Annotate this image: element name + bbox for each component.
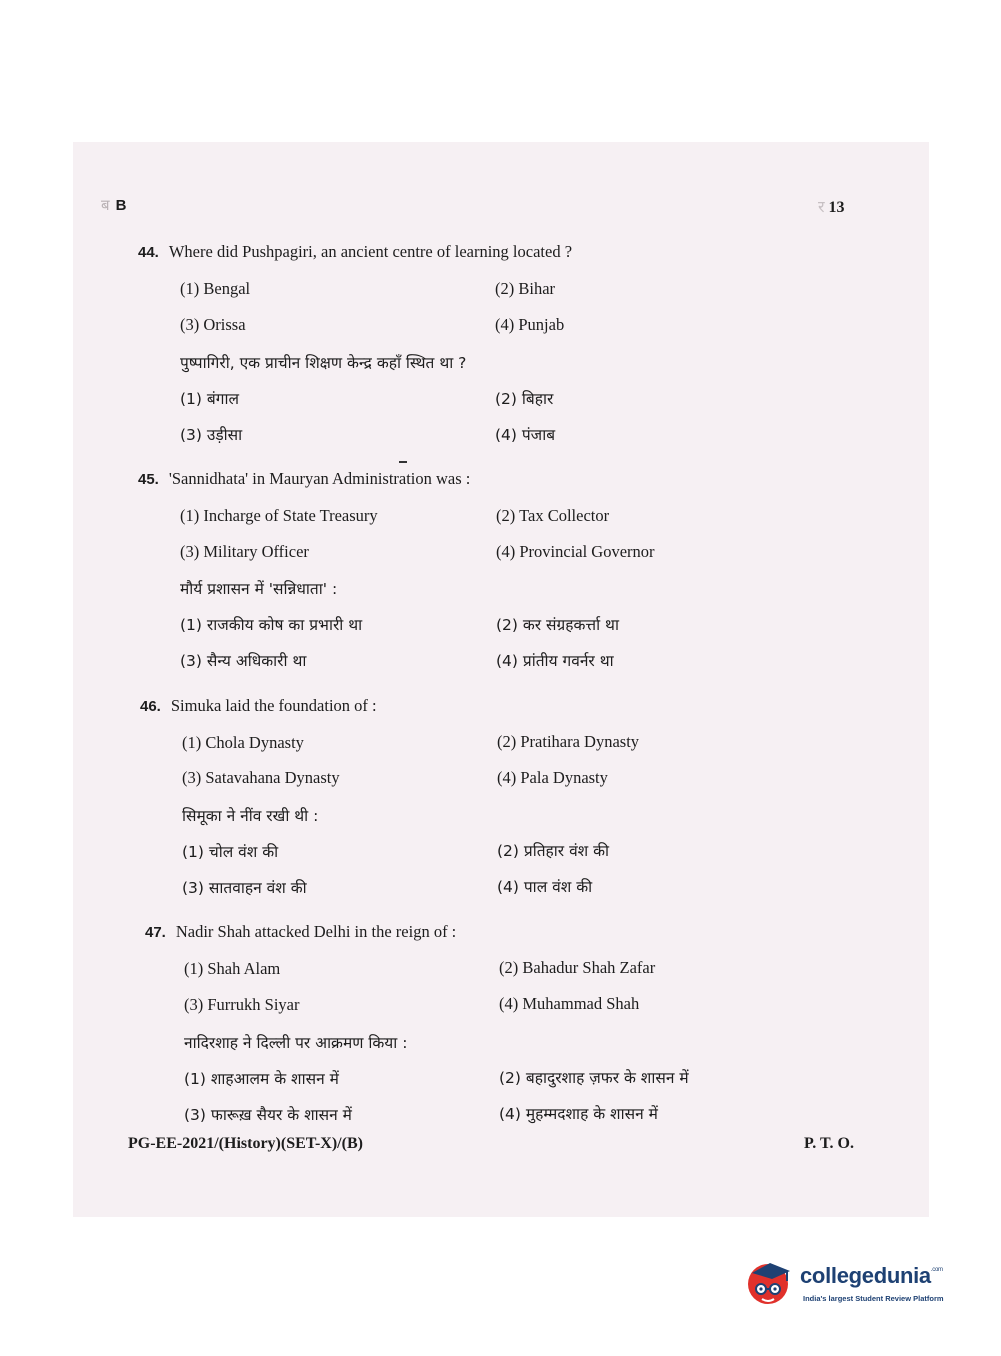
option-1: (1) Chola Dynasty (182, 733, 304, 752)
please-turn-over: P. T. O. (804, 1135, 854, 1152)
option-3: (3) Orissa (180, 315, 246, 334)
question-number: 45. (138, 471, 159, 488)
option-2-hi: (2) बिहार (495, 390, 554, 408)
collegedunia-logo (744, 1255, 974, 1315)
option-1: (1) Bengal (180, 279, 251, 298)
question-text-en: Nadir Shah attacked Delhi in the reign of : (175, 922, 457, 941)
logo-tagline: India's largest Student Review Platform (803, 1294, 944, 1303)
question-45 (138, 469, 470, 489)
question-number: 44. (138, 244, 159, 261)
option-3-hi: (3) फारूख़ सैयर के शासन में (184, 1106, 352, 1124)
option-4-hi: (4) पंजाब (495, 426, 556, 444)
page-number-value: 13 (828, 199, 845, 216)
option-1: (1) Incharge of State Treasury (180, 506, 378, 525)
question-46 (140, 696, 377, 716)
question-text-en: 'Sannidhata' in Mauryan Administration was : (168, 469, 471, 488)
option-1-hi: (1) चोल वंश की (182, 843, 279, 861)
question-text-hi: मौर्य प्रशासन में 'सन्निधाता' : (180, 580, 338, 598)
option-2: (2) Bahadur Shah Zafar (499, 958, 656, 977)
page-prefix: र (818, 199, 825, 216)
set-prefix: ब (101, 196, 110, 214)
question-text-en: Simuka laid the foundation of : (170, 696, 377, 715)
option-2-hi: (2) प्रतिहार वंश की (497, 842, 610, 860)
option-3: (3) Furrukh Siyar (184, 995, 300, 1014)
option-1-hi: (1) राजकीय कोष का प्रभारी था (180, 616, 363, 634)
option-2: (2) Tax Collector (496, 506, 610, 525)
question-text-en: Where did Pushpagiri, an ancient centre of learning located ? (168, 242, 573, 261)
option-4: (4) Pala Dynasty (497, 768, 608, 787)
option-2: (2) Pratihara Dynasty (497, 732, 640, 751)
option-1-hi: (1) शाहआलम के शासन में (184, 1070, 339, 1088)
option-4: (4) Punjab (495, 315, 565, 334)
option-2-hi: (2) कर संग्रहकर्त्ता था (496, 616, 619, 634)
option-3: (3) Military Officer (180, 542, 309, 561)
option-3-hi: (3) सैन्य अधिकारी था (180, 652, 307, 670)
logo-name: collegedunia (800, 1263, 931, 1288)
question-text-hi: नादिरशाह ने दिल्ली पर आक्रमण किया : (184, 1034, 408, 1052)
question-44 (138, 242, 572, 262)
option-3-hi: (3) उड़ीसा (180, 426, 243, 444)
question-number: 46. (140, 698, 161, 715)
exam-page (73, 142, 929, 1217)
page-number (818, 195, 845, 217)
option-4: (4) Provincial Governor (496, 542, 655, 561)
logo-suffix: .com (930, 1267, 943, 1273)
set-letter: B (115, 197, 127, 214)
option-1-hi: (1) बंगाल (180, 390, 239, 408)
question-47 (145, 922, 456, 942)
question-text-hi: सिमूका ने नींव रखी थी : (182, 807, 319, 825)
question-number: 47. (145, 924, 166, 941)
logo-wordmark (800, 1263, 943, 1289)
option-4-hi: (4) मुहम्मदशाह के शासन में (499, 1105, 658, 1123)
set-label (101, 195, 126, 215)
question-text-hi: पुष्पागिरी, एक प्राचीन शिक्षण केन्द्र कहाँ स्थित था ? (180, 354, 467, 372)
option-4-hi: (4) पाल वंश की (497, 878, 593, 896)
option-1: (1) Shah Alam (184, 959, 281, 978)
option-2-hi: (2) बहादुरशाह ज़फर के शासन में (499, 1069, 689, 1087)
stray-mark (399, 461, 407, 463)
option-4-hi: (4) प्रांतीय गवर्नर था (496, 652, 614, 670)
paper-code: PG-EE-2021/(History)(SET-X)/(B) (128, 1135, 363, 1152)
option-4: (4) Muhammad Shah (499, 994, 640, 1013)
mascot-icon (744, 1255, 802, 1315)
option-3: (3) Satavahana Dynasty (182, 768, 340, 787)
option-2: (2) Bihar (495, 279, 556, 298)
option-3-hi: (3) सातवाहन वंश की (182, 879, 307, 897)
